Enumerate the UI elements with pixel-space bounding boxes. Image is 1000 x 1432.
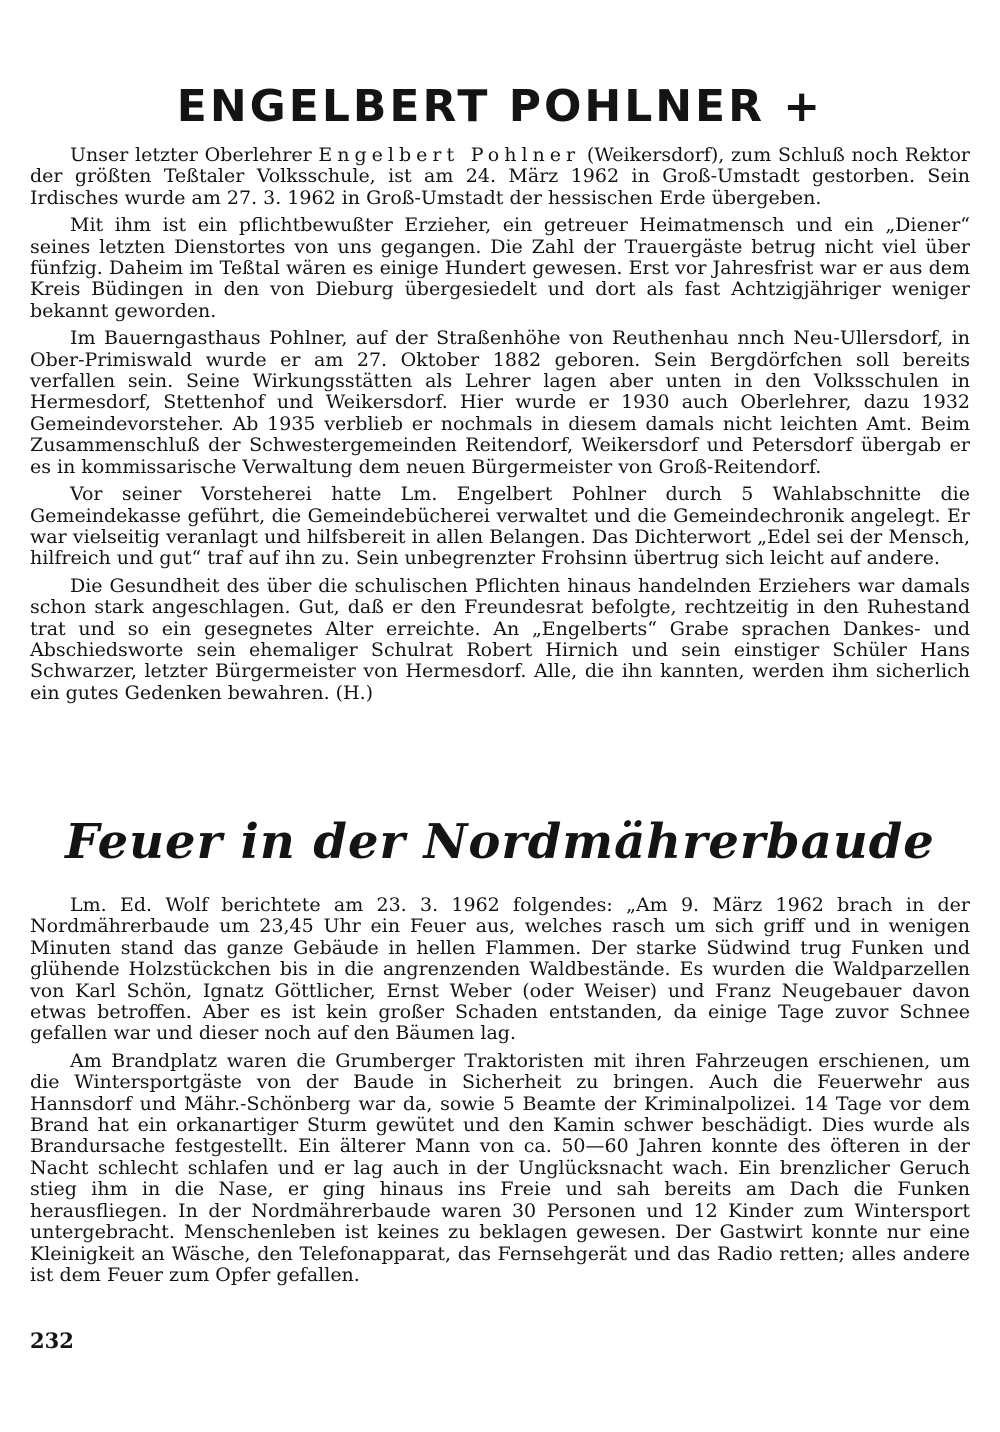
- obituary-paragraph-4: Vor seiner Vorsteherei hatte Lm. Engelbert Pohlner durch 5 Wahlabschnitte die Gemeindekasse geführt, die Gemeindebücherei verwaltet und die Gemeindechronik angelegt. Er war vielseitig veranlagt und hilfsbereit in allen Belangen. Das Dichterwort „Edel sei der Mensch, hilfreich und gut“ traf auf ihn zu. Sein unbegrenzter Frohsinn übertrug sich leicht auf andere.: [30, 483, 970, 570]
- obituary-name-spaced: Engelbert Pohlner: [318, 144, 581, 166]
- obituary-paragraph-3: Im Bauerngasthaus Pohlner, auf der Straßenhöhe von Reuthenhau nnch Neu-Ullersdorf, in Ober-Primiswald wurde er am 27. Oktober 1882 geboren. Sein Bergdörfchen soll bereits verfallen sein. Seine Wirkungsstätten als Lehrer lagen aber unten in den Volksschulen in Hermesdorf, Stettenhof und Weikersdorf. Hier wurde er 1930 auch Oberlehrer, dazu 1932 Gemeindevorsteher. Ab 1935 verblieb er nochmals in diesem damals nicht leichten Amt. Beim Zusammenschluß der Schwestergemeinden Reitendorf, Weikersdorf und Petersdorf übergab er es in kommissarische Verwaltung dem neuen Bürgermeister von Groß-Reitendorf.: [30, 327, 970, 478]
- fire-report-title: Feuer in der Nordmährerbaude: [65, 814, 935, 870]
- obituary-paragraph-5: Die Gesundheit des über die schulischen Pflichten hinaus handelnden Erziehers war damals schon stark angeschlagen. Gut, daß er den Freundesrat befolgte, rechtzeitig in den Ruhestand trat und so ein gesegnetes Alter erreichte. An „Engelberts“ Grabe sprachen Dankes- und Abschiedsworte sein ehemaliger Schulrat Robert Hirnich und sein einstiger Schüler Hans Schwarzer, letzter Bürgermeister von Hermesdorf. Alle, die ihn kannten, werden ihm sicherlich ein gutes Gedenken bewahren. (H.): [30, 574, 970, 704]
- document-page: [30, 0, 970, 1432]
- obituary-title: ENGELBERT POHLNER +: [176, 81, 824, 132]
- fire-report-paragraph-2: Am Brandplatz waren die Grumberger Traktoristen mit ihren Fahrzeugen erschienen, um die Wintersportgäste von der Baude in Sicherheit zu bringen. Auch die Feuerwehr aus Hannsdorf und Mähr.-Schönberg war da, sowie 5 Beamte der Kriminalpolizei. 14 Tage vor dem Brand hat ein orkanartiger Sturm gewütet und den Kamin schwer beschädigt. Dies wurde als Brandursache festgestellt. Ein älterer Mann von ca. 50—60 Jahren konnte des öfteren in der Nacht schlecht schlafen und er lag auch in der Unglücksnacht wach. Ein brenzlicher Geruch stieg ihm in die Nase, er ging hinaus ins Freie und sah bereits am Dach die Funken herausfliegen. In der Nordmährerbaude waren 30 Personen und 12 Kinder zum Wintersport untergebracht. Menschenleben ist keines zu beklagen gewesen. Der Gastwirt konnte nur eine Kleinigkeit an Wäsche, den Telefonapparat, das Fernsehgerät und das Radio retten; alles andere ist dem Feuer zum Opfer gefallen.: [30, 1049, 970, 1286]
- obituary-intro-rest: (Weikersdorf), zum Schluß noch Rektor der größten Teßtaler Volksschule, ist am 24. März 1962 in Groß-Umstadt gestorben. Sein Irdisches wurde am 27. 3. 1962 in Groß-Umstadt der hessischen Erde übergeben.: [30, 144, 971, 209]
- fire-report-article: [30, 895, 970, 1292]
- page-number: 232: [30, 1328, 74, 1353]
- fire-report-paragraph-1: Lm. Ed. Wolf berichtete am 23. 3. 1962 folgendes: „Am 9. März 1962 brach in der Nordmährerbaude um 23,45 Uhr ein Feuer aus, welches rasch um sich griff und in wenigen Minuten stand das ganze Gebäude in hellen Flammen. Der starke Südwind trug Funken und glühende Holzstückchen bis in die angrenzenden Waldbestände. Es wurden die Waldparzellen von Karl Schön, Ignatz Göttlicher, Ernst Weber (oder Weiser) und Franz Neugebauer davon etwas betroffen. Aber es ist kein großer Schaden entstanden, da einige Tage zuvor Schnee gefallen war und dieser noch auf den Bäumen lag.: [30, 894, 970, 1045]
- obituary-paragraph-1: [30, 145, 970, 209]
- obituary-intro-text: Unser letzter Oberlehrer: [70, 144, 319, 166]
- obituary-article: [30, 145, 970, 710]
- obituary-paragraph-2: Mit ihm ist ein pflichtbewußter Erzieher, ein getreuer Heimatmensch und ein „Diener“ seines letzten Dienstortes von uns gegangen. Die Zahl der Trauergäste betrug nicht viel über fünfzig. Daheim im Teßtal wären es einige Hundert gewesen. Erst vor Jahresfrist war er aus dem Kreis Büdingen in den von Dieburg übergesiedelt und dort als fast Achtzigjähriger weniger bekannt geworden.: [30, 214, 970, 322]
